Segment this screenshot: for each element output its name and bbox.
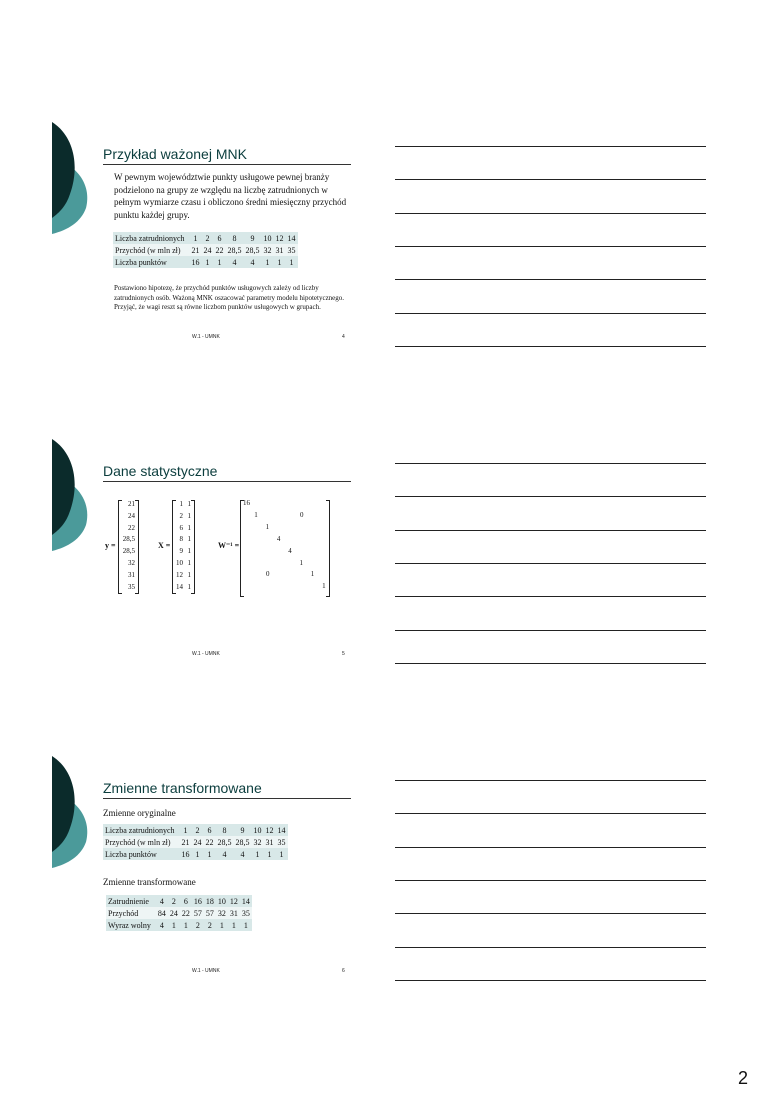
x-value: 12 [176,570,183,579]
table-cell: 57 [205,908,214,918]
w-diagonal-value: 4 [288,546,292,555]
table-cell: 4 [156,895,168,907]
table-cell: 1 [252,848,264,860]
transformed-variables-heading: Zmienne transformowane [103,877,196,887]
table-cell: 32 [263,245,272,255]
note-line [395,947,706,948]
slide-5 [52,439,352,671]
w-diagonal-value: 1 [254,510,258,519]
table-cell: 9 [244,232,262,244]
table-cell: 1 [190,232,202,244]
table-row [106,919,252,931]
table-row [103,824,288,836]
table-cell: 4 [216,848,234,860]
table-cell: 6 [204,824,216,836]
note-line [395,596,706,597]
table-cell: 31 [265,837,274,847]
table-row [103,836,288,848]
row-label: Zatrudnienie [106,895,156,907]
table-cell: 1 [264,848,276,860]
y-value: 24 [128,511,135,520]
table-cell: 22 [181,908,190,918]
x-value: 1 [179,500,183,508]
table-cell: 6 [214,232,226,244]
table-cell: 35 [287,245,296,255]
original-variables-heading: Zmienne oryginalne [103,808,176,818]
table-cell: 8 [226,232,244,244]
slide-outro-text: Postawiono hipotezę, że przychód punktów usługowych zależy od liczby zatrudnionych osób. Ważoną MNK oszacować parametry modelu hipotetycznego. Przyjąć, że wagi reszt są równe liczbom punktów usługowych w grupach. [114,284,345,311]
note-line [395,213,706,214]
table-cell: 16 [181,849,190,859]
table-cell: 21 [191,245,200,255]
table-cell: 22 [205,837,214,847]
w-diagonal-value: 1 [299,558,303,567]
table-row [103,848,288,860]
w-zero-upper: 0 [300,511,304,519]
table-cell: 1 [276,848,288,860]
table-cell: 1 [240,919,252,931]
note-line [395,313,706,314]
x-value: 1 [187,570,191,579]
slide-title: Przykład ważonej MNK [103,146,351,165]
table-cell: 14 [277,825,286,835]
y-vector [120,499,135,593]
x-value: 1 [187,511,191,520]
table-cell: 2 [192,919,204,931]
y-value: 22 [128,523,135,532]
table-cell: 1 [286,256,298,268]
table-cell: 1 [202,256,214,268]
slide-footer: W.1 - UMNK [192,968,220,974]
table-cell: 1 [180,919,192,931]
transformed-variables-table [106,895,252,931]
note-line [395,279,706,280]
note-line [395,813,706,814]
w-diagonal-value: 4 [276,534,281,543]
table-cell: 8 [216,824,234,836]
table-row [113,232,298,244]
row-label: Liczba zatrudnionych [103,824,180,836]
table-cell: 32 [253,837,262,847]
table-cell: 4 [226,256,244,268]
x-right-bracket [191,500,195,594]
table-cell: 28,5 [217,837,232,847]
data-table [113,232,298,268]
slide-footer: W.1 - UMNK [192,651,220,657]
row-label: Przychód (w mln zł) [103,836,180,848]
table-cell: 35 [277,837,286,847]
table-cell: 1 [168,919,180,931]
table-cell: 1 [228,919,240,931]
note-line [395,880,706,881]
x-value: 1 [187,535,191,544]
w-matrix-label: W⁻¹ = [218,541,240,550]
table-row [106,895,252,907]
y-value: 32 [128,558,135,567]
x-value: 1 [187,582,191,591]
x-value: 8 [179,535,183,544]
slide-number: 5 [342,651,345,657]
w-zero-lower: 0 [266,570,270,578]
table-cell: 31 [275,245,284,255]
slide-4 [52,122,352,354]
table-cell: 2 [168,895,180,907]
note-line [395,179,706,180]
table-cell: 2 [202,232,214,244]
note-line [395,346,706,347]
page-number: 2 [737,1068,748,1088]
note-line [395,496,706,497]
table-cell: 35 [241,908,250,918]
w-matrix [242,499,332,595]
table-cell: 1 [216,919,228,931]
x-value: 1 [187,547,191,556]
note-line [395,913,706,914]
table-cell: 1 [180,824,192,836]
table-cell: 1 [192,848,204,860]
table-cell: 12 [265,825,274,835]
table-cell: 28,5 [235,837,250,847]
table-cell: 14 [241,896,250,906]
table-cell: 16 [191,257,200,267]
table-cell: 10 [263,233,272,243]
note-line [395,463,706,464]
x-value: 9 [179,547,183,556]
slide-footer: W.1 - UMNK [192,334,220,340]
note-line [395,563,706,564]
table-cell: 32 [217,908,226,918]
slide-number: 6 [342,968,345,974]
x-value: 14 [176,582,183,591]
table-cell: 16 [193,896,202,906]
x-value: 1 [187,500,191,508]
note-line [395,780,706,781]
table-cell: 6 [180,895,192,907]
table-row [106,907,252,919]
table-cell: 28,5 [227,245,242,255]
note-line [395,246,706,247]
table-row [113,256,298,268]
table-cell: 12 [229,896,238,906]
slide-6 [52,756,352,988]
table-cell: 10 [253,825,262,835]
table-cell: 31 [229,908,238,918]
x-value: 1 [187,523,191,532]
w-right-bracket [326,500,330,597]
w-diagonal-value: 1 [310,570,315,579]
table-cell: 10 [217,896,226,906]
table-cell: 9 [234,824,252,836]
table-cell: 2 [192,824,204,836]
slide-corner-decoration [52,756,92,868]
w-diagonal-value: 1 [265,522,270,531]
table-cell: 1 [262,256,274,268]
x-value: 1 [187,558,191,567]
slide-number: 4 [342,334,345,340]
note-line [395,530,706,531]
y-value: 21 [128,500,135,508]
y-value: 28,5 [122,535,135,544]
slide-corner-decoration [52,122,92,234]
x-value: 6 [179,523,183,532]
x-matrix-label: X = [158,541,171,550]
table-cell: 1 [204,848,216,860]
table-cell: 4 [156,919,168,931]
table-cell: 2 [204,919,216,931]
slide-intro-text: W pewnym województwie punkty usługowe pewnej branży podzielono na grupy ze względu na liczbę zatrudnionych w pełnym wymiarze czasu i obliczono średni miesięczny przychód punktu każdej grupy. [114,172,347,220]
table-cell: 18 [205,896,214,906]
row-label: Liczba zatrudnionych [113,232,190,244]
note-line [395,980,706,981]
original-variables-table [103,824,288,860]
slide-corner-decoration [52,439,92,551]
note-line [395,146,706,147]
row-label: Przychód [106,907,156,919]
y-value: 35 [128,582,135,591]
table-cell: 22 [215,245,224,255]
table-cell: 14 [287,233,296,243]
y-right-bracket [135,500,139,594]
table-cell: 24 [169,908,178,918]
table-cell: 12 [275,233,284,243]
w-diagonal-value: 1 [322,582,326,591]
x-column-1 [173,499,183,593]
note-line [395,663,706,664]
row-label: Przychód (w mln zł) [113,244,190,256]
x-value: 2 [179,511,183,520]
note-line [395,847,706,848]
slide-title: Zmienne transformowane [103,780,351,799]
table-cell: 57 [193,908,202,918]
y-value: 28,5 [122,547,135,556]
w-diagonal-value: 16 [243,499,250,507]
note-line [395,630,706,631]
table-cell: 24 [203,245,212,255]
table-cell: 21 [181,837,190,847]
table-cell: 4 [234,848,252,860]
table-cell: 24 [193,837,202,847]
row-label: Wyraz wolny [106,919,156,931]
table-cell: 84 [157,908,166,918]
table-cell: 4 [244,256,262,268]
row-label: Liczba punktów [103,848,180,860]
y-value: 31 [128,570,135,579]
row-label: Liczba punktów [113,256,190,268]
y-vector-label: y = [105,541,116,550]
table-row [113,244,298,256]
table-cell: 1 [214,256,226,268]
slide-title: Dane statystyczne [103,463,351,482]
x-value: 10 [176,558,183,567]
table-cell: 28,5 [245,245,260,255]
table-cell: 1 [274,256,286,268]
